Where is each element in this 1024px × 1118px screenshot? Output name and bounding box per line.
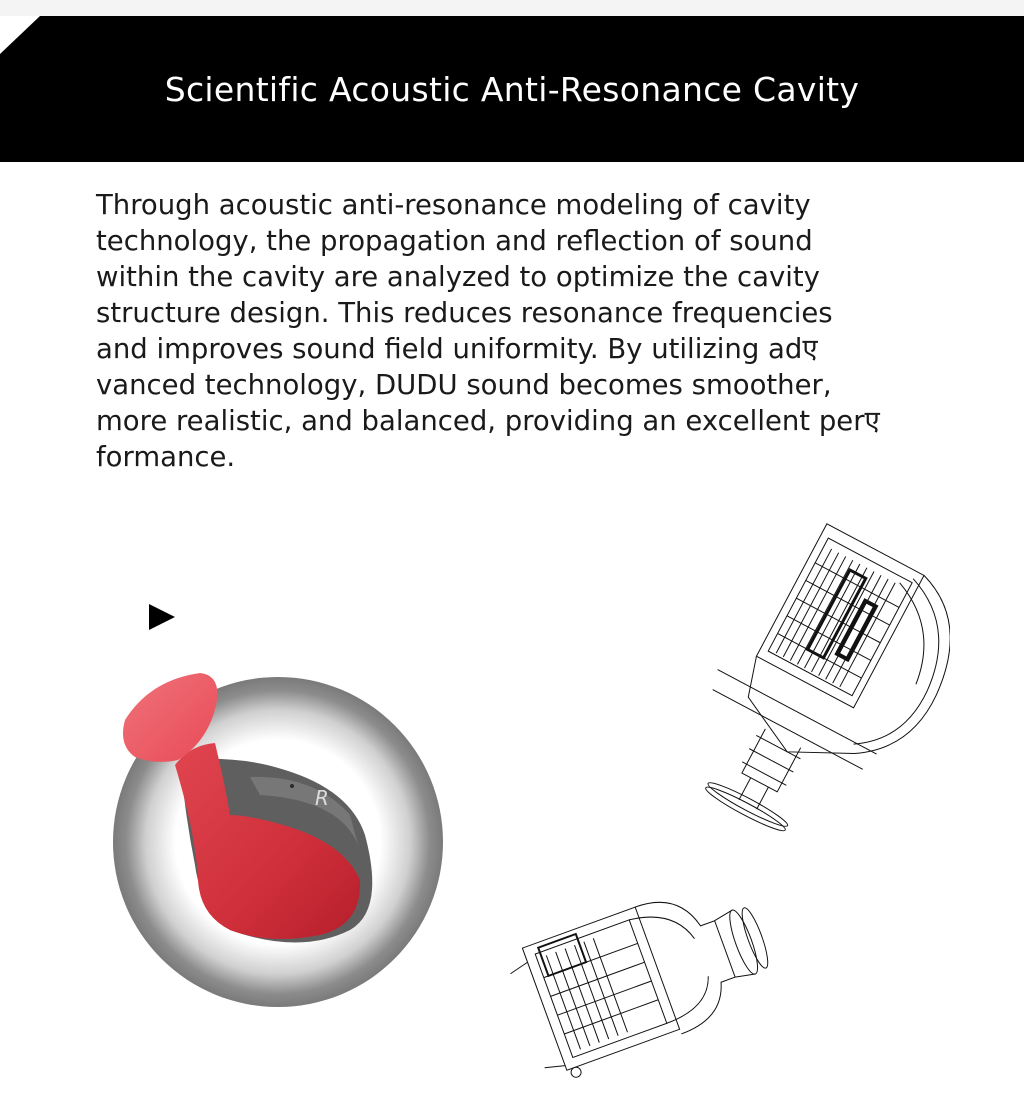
- description-text: [96, 187, 946, 475]
- side-mark: R: [315, 786, 329, 810]
- description-line: Through acoustic anti-resonance modeling of cavity: [96, 189, 811, 221]
- description-line: vanced technology, DUDU sound becomes smoother,: [96, 369, 832, 401]
- page-title: Scientific Acoustic Anti-Resonance Cavity: [164, 69, 860, 109]
- description-line: more realistic, and balanced, providing an excellent perए: [96, 405, 880, 437]
- earphone-product-image: [100, 665, 450, 1015]
- wireframe-earphone-bottom: [500, 868, 790, 1078]
- description-line: formance.: [96, 441, 236, 473]
- description-line: and improves sound field uniformity. By utilizing adए: [96, 333, 818, 365]
- hyphen-glyph: ए: [802, 333, 818, 365]
- description-line: technology, the propagation and reflection of sound: [96, 225, 813, 257]
- wireframe-earphone-top: [700, 500, 950, 855]
- description-line: structure design. This reduces resonance frequencies: [96, 297, 833, 329]
- top-strip: [0, 0, 1024, 16]
- description-line: within the cavity are analyzed to optimize the cavity: [96, 261, 820, 293]
- hyphen-glyph: ए: [864, 405, 880, 437]
- play-icon[interactable]: [149, 604, 175, 630]
